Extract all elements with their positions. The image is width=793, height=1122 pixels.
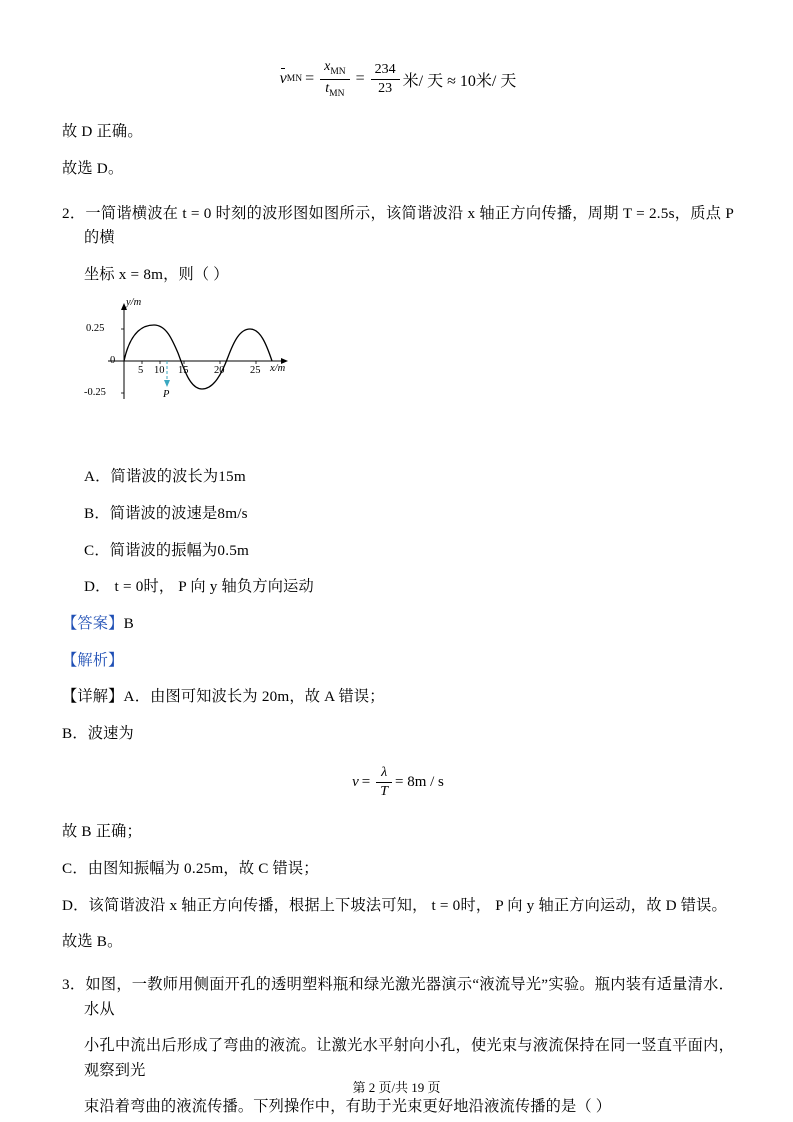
x-tick-5: 5 bbox=[138, 365, 144, 377]
formula-equals-2: = bbox=[355, 70, 365, 88]
y-tick-neg-0-25: -0.25 bbox=[84, 387, 106, 399]
page-content bbox=[62, 40, 734, 1122]
axis-label-y: y/m bbox=[126, 297, 142, 309]
formula-lambda-over-T bbox=[376, 764, 392, 800]
question-2-detail-a: 【详解】A．由图可知波长为 20m，故 A 错误； bbox=[62, 688, 385, 706]
question-2-stem-line2: 坐标 x = 8m，则（ ） bbox=[84, 265, 229, 283]
formula-v-symbol: v bbox=[352, 773, 359, 790]
formula-fraction-numerator: $x_{MN}$ bbox=[324, 59, 346, 77]
question-2-detail-c: C．由图知振幅为 0.25m，故 C 错误； bbox=[62, 860, 319, 878]
formula-lhs-sub: MN bbox=[286, 74, 303, 85]
question-2-option-d: D． t = 0时， P 向 y 轴负方向运动 bbox=[84, 578, 314, 596]
formula-fraction-xt bbox=[320, 58, 350, 100]
x-tick-15: 15 bbox=[178, 365, 189, 377]
question-2-option-c: C．简谐波的振幅为0.5m bbox=[84, 541, 250, 559]
formula-fraction-number bbox=[371, 61, 400, 97]
question-3-line3: 束沿着弯曲的液流传播。下列操作中，有助于光束更好地沿液流传播的是（ ） bbox=[84, 1098, 612, 1116]
question-2-detail-b: B．波速为 bbox=[62, 724, 134, 742]
formula-fraction-denominator: $t_{MN}$ bbox=[325, 80, 345, 99]
y-tick-0-25: 0.25 bbox=[86, 323, 105, 335]
conclusion-d-correct: 故 D 正确。 bbox=[62, 123, 143, 141]
formula-lambda: λ bbox=[381, 765, 388, 781]
question-3-line2: 小孔中流出后形成了弯曲的液流。让激光水平射向小孔，使光束与液流保持在同一竖直平面内，观察到光 bbox=[84, 1037, 734, 1079]
question-2-stem-line1: 2．一简谐横波在 t = 0 时刻的波形图如图所示，该简谐波沿 x 轴正方向传播，周期 T = 2.5s，质点 P 的横 bbox=[62, 204, 734, 247]
formula-average-velocity bbox=[62, 58, 734, 100]
answer-value: B bbox=[123, 614, 134, 632]
formula-number-denominator: 23 bbox=[378, 80, 393, 96]
point-p-label: P bbox=[163, 389, 170, 401]
formula-v-equals: = bbox=[361, 773, 371, 790]
wave-figure-canvas bbox=[72, 299, 312, 417]
question-2-option-a: A．简谐波的波长为15m bbox=[84, 468, 246, 486]
page-footer: 第 2 页/共 19 页 bbox=[352, 1080, 441, 1095]
formula-wave-speed bbox=[62, 764, 734, 800]
question-2-detail-d: D．该简谐波沿 x 轴正方向传播，根据上下坡法可知， t = 0时， P 向 y 轴正方向运动，故 D 错误。 bbox=[62, 896, 727, 914]
formula-v-result: = 8m / s bbox=[395, 773, 444, 790]
y-tick-0: 0 bbox=[110, 355, 116, 367]
formula-equals-1: = bbox=[305, 70, 315, 88]
x-tick-10: 10 bbox=[154, 365, 165, 377]
answer-choose-d: 故选 D。 bbox=[62, 159, 124, 177]
formula-number-numerator: 234 bbox=[374, 62, 396, 78]
x-tick-20: 20 bbox=[214, 365, 225, 377]
question-2-detail-b-conclusion: 故 B 正确； bbox=[62, 823, 142, 841]
formula-tail-units: 米/ 天 ≈ 10米/ 天 bbox=[402, 72, 517, 90]
axis-label-x: x/m bbox=[270, 363, 286, 375]
wave-graph-svg bbox=[72, 299, 312, 417]
question-2-final-answer: 故选 B。 bbox=[62, 933, 123, 951]
question-2-analysis-label: 【解析】 bbox=[62, 651, 124, 669]
question-2-answer bbox=[62, 612, 734, 637]
formula-lhs-symbol: v bbox=[279, 70, 287, 88]
x-tick-25: 25 bbox=[250, 365, 261, 377]
question-2-option-b: B．简谐波的波速是8m/s bbox=[84, 505, 248, 523]
formula-period: T bbox=[380, 783, 389, 799]
answer-label: 【答案】 bbox=[62, 614, 124, 632]
question-3-line1: 3．如图，一教师用侧面开孔的透明塑料瓶和绿光激光器演示“液流导光”实验。瓶内装有适量清水．水从 bbox=[62, 975, 734, 1018]
wave-figure bbox=[62, 299, 734, 419]
